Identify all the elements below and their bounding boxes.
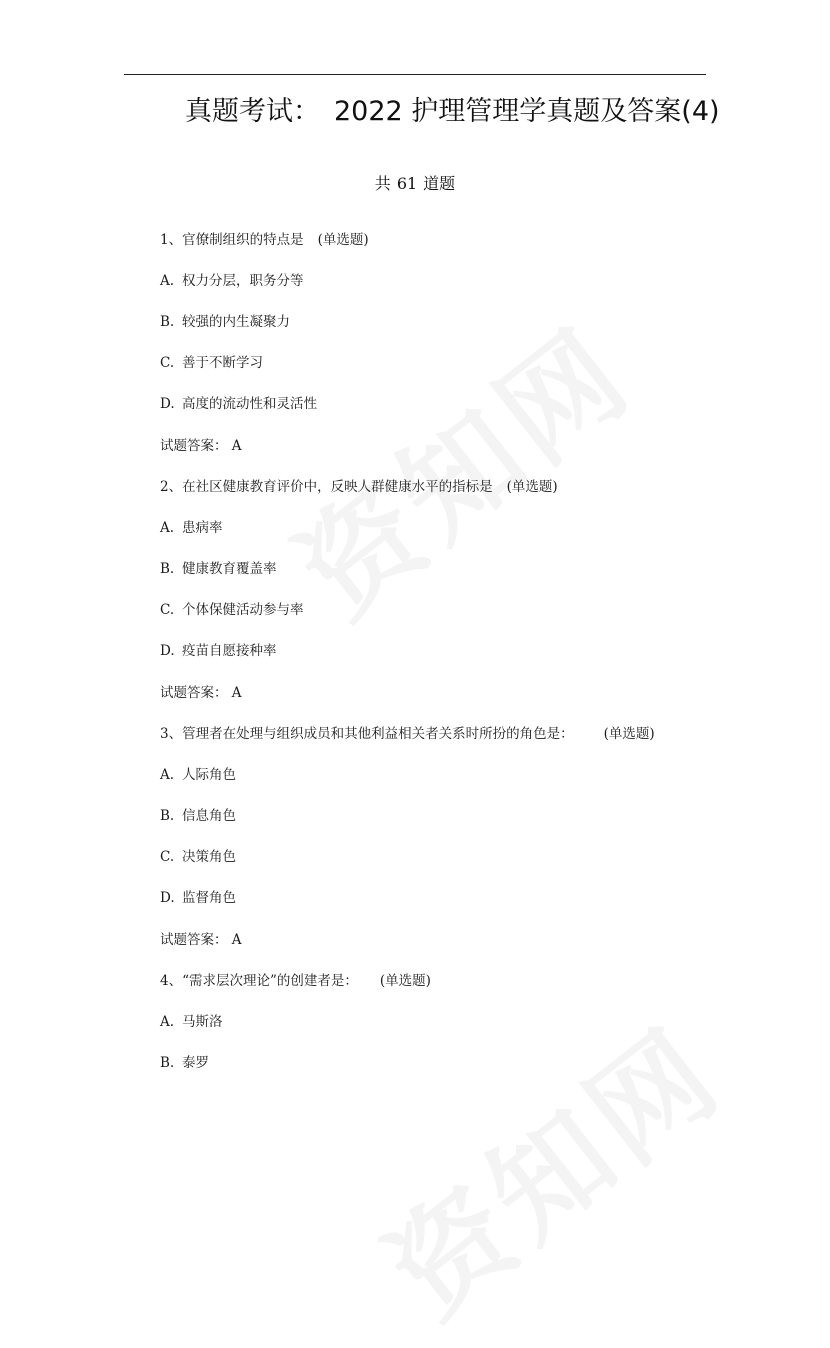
question-count: 共 61 道题: [374, 174, 456, 193]
option: A. 患病率: [160, 520, 223, 536]
answer-value: A: [231, 932, 242, 948]
question-type: (单选题): [506, 479, 558, 495]
watermark: [258, 282, 661, 649]
option: D. 高度的流动性和灵活性: [160, 396, 317, 412]
answer-line: 试题答案： A: [160, 685, 242, 701]
header-rule: [124, 74, 706, 75]
title-prefix: 真题考试：: [185, 96, 320, 127]
question-stem: 1、官僚制组织的特点是 (单选题): [160, 232, 369, 248]
option: D. 监督角色: [160, 890, 236, 906]
option: C. 决策角色: [160, 849, 236, 865]
question-type: (单选题): [317, 232, 369, 248]
question-type: (单选题): [379, 973, 431, 989]
watermark: [348, 982, 751, 1348]
option: B. 较强的内生凝聚力: [160, 314, 290, 330]
option: C. 个体保健活动参与率: [160, 602, 304, 618]
option: B. 泰罗: [160, 1055, 209, 1071]
option: B. 健康教育覆盖率: [160, 561, 277, 577]
answer-line: 试题答案： A: [160, 438, 242, 454]
option: A. 权力分层，职务分等: [160, 273, 304, 289]
option: D. 疫苗自愿接种率: [160, 643, 277, 659]
answer-value: A: [231, 438, 242, 454]
page-title: [0, 92, 830, 132]
option: A. 人际角色: [160, 767, 236, 783]
question-stem: 3、管理者在处理与组织成员和其他利益相关者关系时所扮的角色是： (单选题): [160, 726, 655, 742]
question-stem: 2、在社区健康教育评价中，反映人群健康水平的指标是 (单选题): [160, 479, 558, 495]
option: B. 信息角色: [160, 808, 236, 824]
option: A. 马斯洛: [160, 1014, 223, 1030]
question-stem: 4、“需求层次理论”的创建者是： (单选题): [160, 973, 431, 989]
answer-line: 试题答案： A: [160, 932, 242, 948]
question-type: (单选题): [603, 726, 655, 742]
answer-value: A: [231, 685, 242, 701]
title-main: 2022 护理管理学真题及答案(4): [334, 96, 720, 127]
option: C. 善于不断学习: [160, 355, 263, 371]
